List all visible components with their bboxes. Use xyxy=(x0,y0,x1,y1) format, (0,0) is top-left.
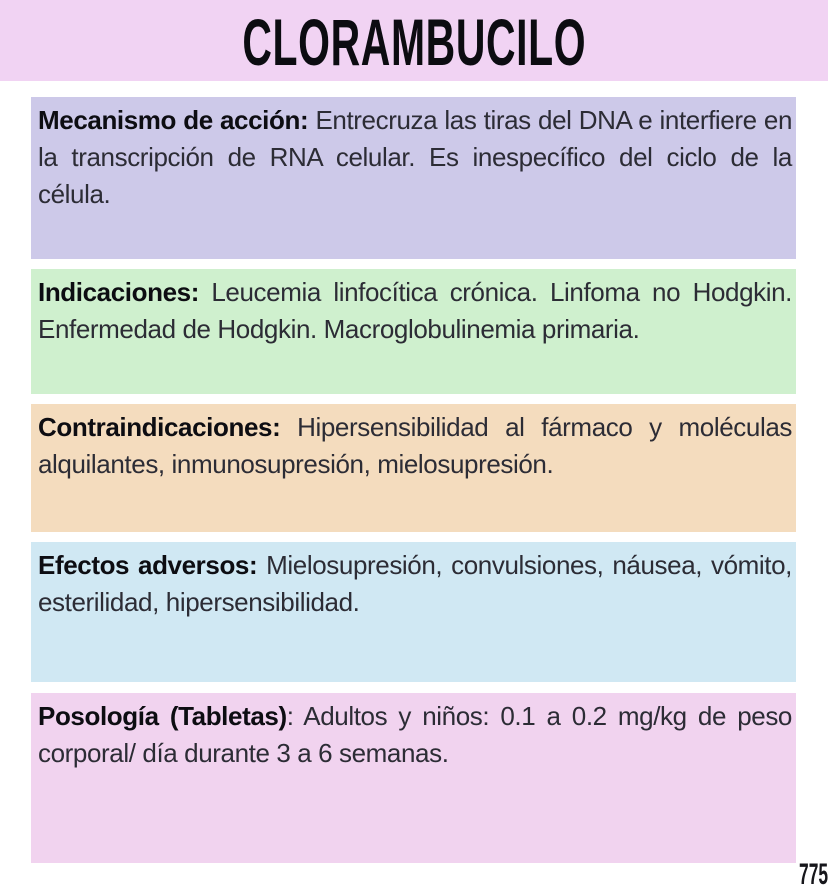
section-indicaciones xyxy=(31,269,796,394)
section-label: Mecanismo de acción: xyxy=(38,105,309,135)
section-text: Hipersensibilidad al fármaco y moléculas alquilantes, inmunosupresión, mielosupresión. xyxy=(38,412,792,479)
section-posologia xyxy=(31,693,796,863)
section-contraindicaciones xyxy=(31,404,796,532)
section-label: Indicaciones: xyxy=(38,277,199,307)
section-label: Efectos adversos: xyxy=(38,550,258,580)
section-text: Entrecruza las tiras del DNA e interfiere en la transcripción de RNA celular. Es inespecífico del ciclo de la célula. xyxy=(38,105,793,209)
section-text: Leucemia linfocítica crónica. Linfoma no Hodgkin. Enfermedad de Hodgkin. Macroglobulinemia primaria. xyxy=(38,277,792,344)
section-paragraph xyxy=(38,274,792,348)
section-efectos-adversos xyxy=(31,542,796,682)
section-label: Posología (Tabletas) xyxy=(38,701,287,731)
title-bar xyxy=(0,0,828,81)
section-text: : Adultos y niños: 0.1 a 0.2 mg/kg de peso corporal/ día durante 3 a 6 semanas. xyxy=(38,701,792,768)
section-text: Mielosupresión, convulsiones, náusea, vómito, esterilidad, hipersensibilidad. xyxy=(38,550,792,617)
section-paragraph xyxy=(38,102,792,213)
page-title: CLORAMBUCILO xyxy=(242,4,586,79)
section-mecanismo-de-accion xyxy=(31,97,796,259)
page-number: 775 xyxy=(798,858,828,891)
section-label: Contraindicaciones: xyxy=(38,412,281,442)
section-paragraph xyxy=(38,698,792,772)
section-paragraph xyxy=(38,547,792,621)
section-paragraph xyxy=(38,409,792,483)
